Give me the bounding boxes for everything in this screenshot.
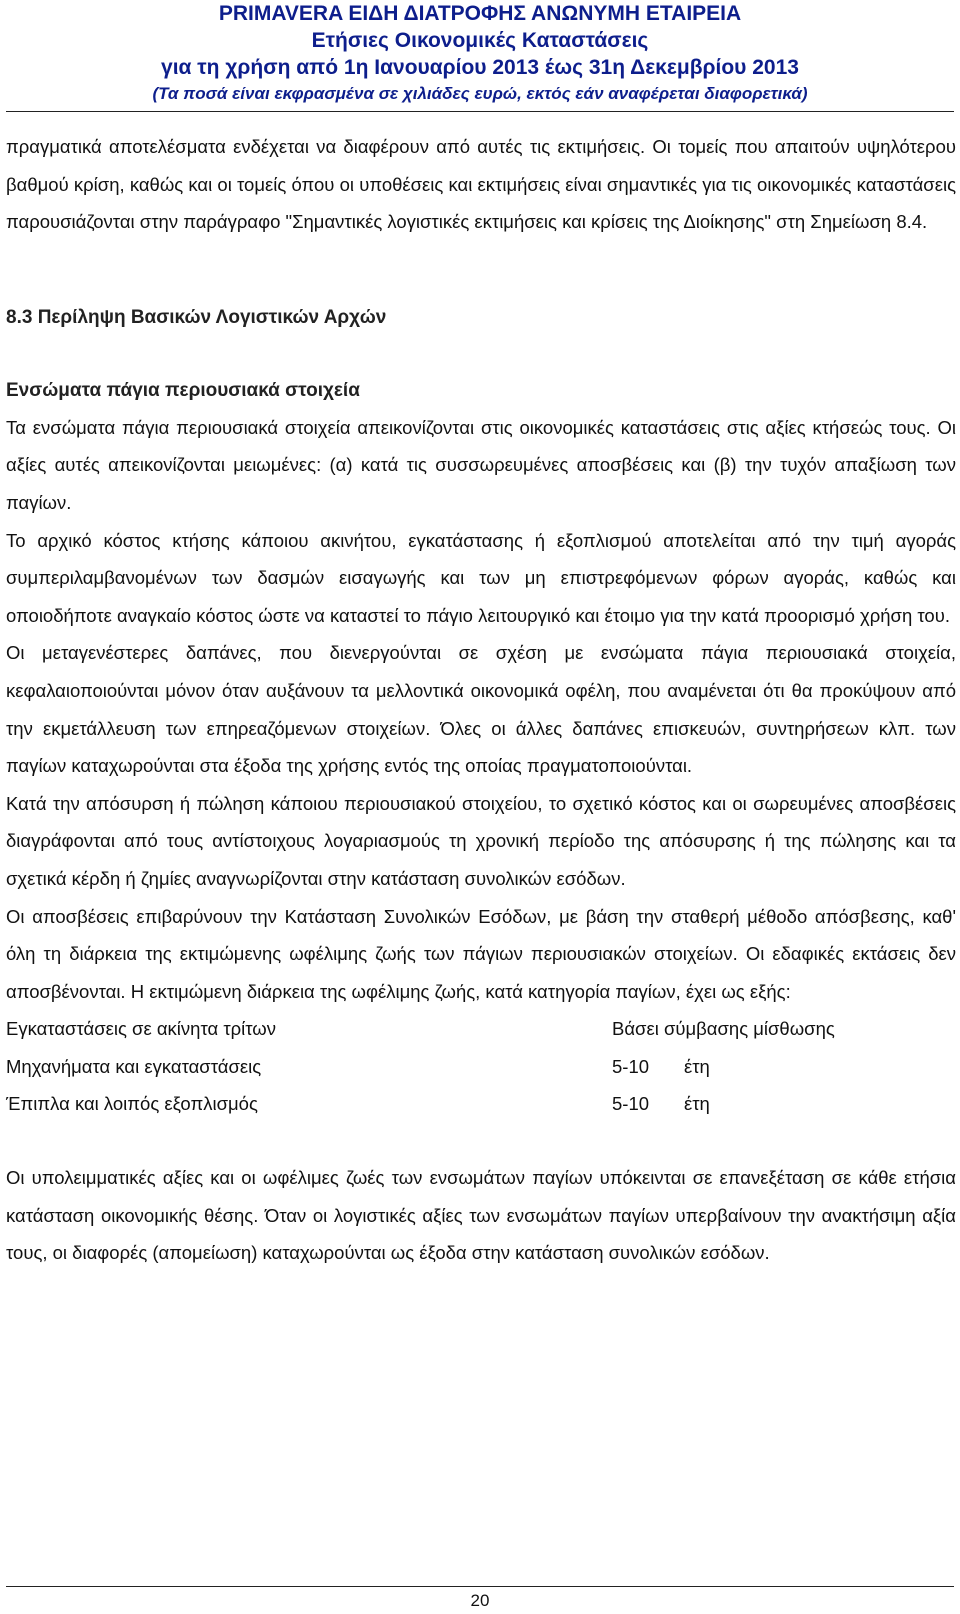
paragraph-1: Τα ενσώματα πάγια περιουσιακά στοιχεία απεικονίζονται στις οικονομικές καταστάσεις στις αξίες κτήσεώς τους. Οι αξίες αυτές απεικονίζονται μειωμένες: (α) κατά τις συσσωρευμένες αποσβέσεις και (β) την τυχόν απαξίωση των παγίων. [6, 416, 956, 513]
paragraph-4: Κατά την απόσυρση ή πώληση κάποιου περιουσιακού στοιχείου, το σχετικό κόστος και οι σωρευμένες αποσβέσεις διαγράφονται από τους αντίστοιχους λογαριασμούς τη χρονική περίοδο της απόσυρσης ή της πώλησης και τα σχετικά κέρδη ή ζημίες αναγνωρίζονται στην κατάσταση συνολικών εσόδων. [6, 792, 956, 889]
paragraph-5: Οι αποσβέσεις επιβαρύνουν την Κατάσταση Συνολικών Εσόδων, με βάση την σταθερή μέθοδο απόσβεσης, καθ' όλη τη διάρκεια της εκτιμώμενης ωφέλιμης ζωής των πάγιων περιουσιακών στοιχείων. Οι εδαφικές εκτάσεις δεν αποσβένονται. Η εκτιμώμενη διάρκεια της ωφέλιμης ζωής, κατά κατηγορία παγίων, έχει ως εξής: [6, 905, 956, 1002]
document-title: Ετήσιες Οικονομικές Καταστάσεις [311, 29, 649, 52]
paragraph-6: Οι υπολειμματικές αξίες και οι ωφέλιμες ζωές των ενσωμάτων παγίων υπόκεινται σε επανεξέταση σε κάθε ετήσια κατάσταση οικονομικής θέσης. Όταν οι λογιστικές αξίες των ενσωμάτων παγίων υπερβαίνουν την ανακτήσιμη αξία τους, οι διαφορές (απομείωση) καταχωρούνται ως έξοδα στην κατάσταση συνολικών εσόδων. [6, 1167, 956, 1264]
intro-paragraph: πραγματικά αποτελέσματα ενδέχεται να διαφέρουν από αυτές τις εκτιμήσεις. Οι τομείς που απαιτούν υψηλότερου βαθμού κρίση, καθώς και οι τομείς όπου οι υποθέσεις και εκτιμήσεις είναι σημαντικές για τις οικονομικές καταστάσεις παρουσιάζονται στην παράγραφο "Σημαντικές λογιστικές εκτιμήσεις και κρίσεις της Διοίκησης" στη Σημείωση 8.4. [6, 136, 956, 233]
useful-life-value: 5-10 [612, 1093, 650, 1115]
useful-life-table [6, 1010, 956, 1123]
reporting-period: για τη χρήση από 1η Ιανουαρίου 2013 έως 31η Δεκεμβρίου 2013 [161, 56, 799, 79]
subsection-heading: Ενσώματα πάγια περιουσιακά στοιχεία [6, 379, 360, 401]
section-heading: 8.3 Περίληψη Βασικών Λογιστικών Αρχών [6, 306, 387, 328]
useful-life-unit: έτη [684, 1055, 710, 1077]
asset-category: Έπιπλα και λοιπός εξοπλισμός [6, 1093, 258, 1115]
page-header [0, 0, 960, 106]
page-body [6, 128, 956, 1272]
company-name: PRIMAVERA ΕΙΔΗ ΔΙΑΤΡΟΦΗΣ ΑΝΩΝΥΜΗ ΕΤΑΙΡΕΙΑ [218, 2, 742, 25]
table-row [6, 1010, 956, 1048]
asset-category: Εγκαταστάσεις σε ακίνητα τρίτων [6, 1018, 277, 1040]
currency-note: (Τα ποσά είναι εκφρασμένα σε χιλιάδες ευρώ, εκτός εάν αναφέρεται διαφορετικά) [152, 84, 808, 103]
paragraph-2: Το αρχικό κόστος κτήσης κάποιου ακινήτου, εγκατάστασης ή εξοπλισμού αποτελείται από την τιμή αγοράς συμπεριλαμβανομένων των δασμών εισαγωγής και των μη επιστρεφόμενων φόρων αγοράς, καθώς και οποιοδήποτε αναγκαίο κόστος ώστε να καταστεί το πάγιο λειτουργικό και έτοιμο για την κατά προορισμό χρήση του. [6, 529, 956, 626]
useful-life-unit: έτη [684, 1093, 710, 1115]
footer-divider [6, 1586, 954, 1587]
paragraph-3: Οι μεταγενέστερες δαπάνες, που διενεργούνται σε σχέση με ενσώματα πάγια περιουσιακά στοιχεία, κεφαλαιοποιούνται μόνον όταν αυξάνουν τα μελλοντικά οικονομικά οφέλη, που αναμένεται ότι θα προκύψουν από την εκμετάλλευση των επηρεαζόμενων στοιχείων. Όλες οι άλλες δαπάνες επισκευών, συντηρήσεων κλπ. των παγίων καταχωρούνται στα έξοδα της χρήσης εντός της οποίας πραγματοποιούνται. [6, 642, 956, 777]
page-number: 20 [470, 1591, 490, 1610]
header-divider [6, 111, 954, 112]
asset-category: Μηχανήματα και εγκαταστάσεις [6, 1055, 262, 1077]
useful-life-value: 5-10 [612, 1055, 650, 1077]
useful-life-value: Βάσει σύμβασης μίσθωσης [612, 1018, 835, 1040]
table-row [6, 1085, 956, 1123]
table-row [6, 1048, 956, 1086]
